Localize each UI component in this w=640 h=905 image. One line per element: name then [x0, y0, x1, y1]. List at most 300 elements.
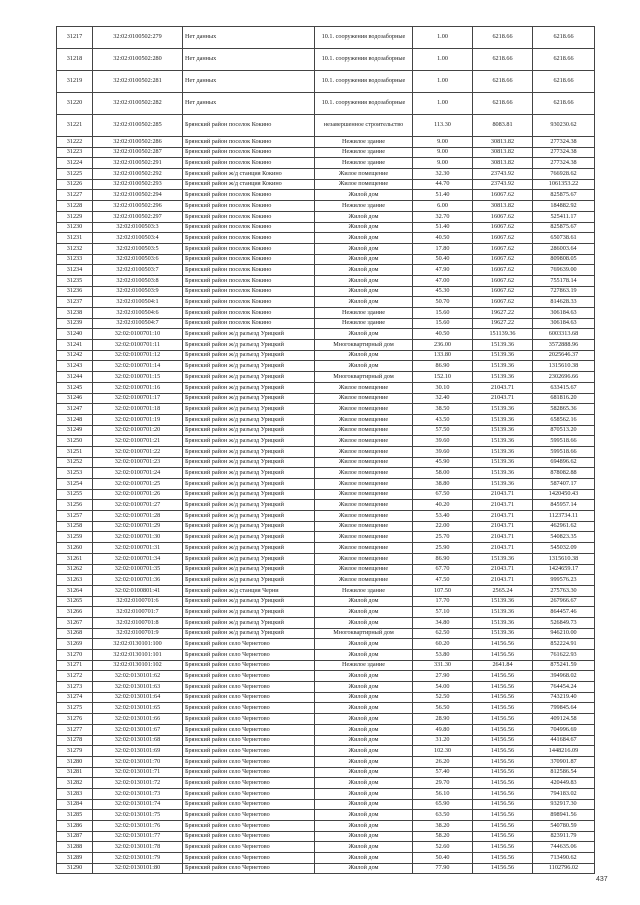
area-cell: 56.50 [413, 703, 473, 714]
object-type-cell: Нежилое здание [315, 585, 413, 596]
row-number-cell: 31221 [57, 115, 93, 137]
object-type-cell: Нежилое здание [315, 137, 413, 148]
table-row [57, 714, 595, 725]
cadastral-number-cell: 32:02:0100701:30 [93, 532, 183, 543]
address-cell: Брянский район ж/д разъезд Урицкий [183, 489, 315, 500]
area-cell: 54.00 [413, 682, 473, 693]
object-type-cell: Жилой дом [315, 703, 413, 714]
cadastral-value-cell: 394968.02 [533, 671, 595, 682]
address-cell: Брянский район село Чернетово [183, 746, 315, 757]
specific-value-cell: 15139.36 [473, 479, 533, 490]
object-type-cell: Жилой дом [315, 190, 413, 201]
object-type-cell: Жилое помещение [315, 457, 413, 468]
cadastral-value-cell: 814628.33 [533, 297, 595, 308]
row-number-cell: 31222 [57, 137, 93, 148]
address-cell: Брянский район ж/д разъезд Урицкий [183, 479, 315, 490]
object-type-cell: Жилое помещение [315, 414, 413, 425]
specific-value-cell: 21043.71 [473, 575, 533, 586]
table-row [57, 286, 595, 297]
table-row [57, 521, 595, 532]
cadastral-value-cell: 540823.35 [533, 532, 595, 543]
address-cell: Брянский район поселок Кокино [183, 286, 315, 297]
specific-value-cell: 15139.36 [473, 628, 533, 639]
cadastral-value-cell: 267966.67 [533, 596, 595, 607]
row-number-cell: 31267 [57, 617, 93, 628]
area-cell: 47.00 [413, 275, 473, 286]
row-number-cell: 31270 [57, 650, 93, 661]
row-number-cell: 31241 [57, 340, 93, 351]
object-type-cell: Жилой дом [315, 863, 413, 874]
cadastral-value-cell: 184882.92 [533, 201, 595, 212]
cadastral-number-cell: 32:02:0100502:291 [93, 158, 183, 169]
address-cell: Брянский район село Чернетово [183, 703, 315, 714]
cadastral-number-cell: 32:02:0130101:67 [93, 724, 183, 735]
specific-value-cell: 14156.56 [473, 799, 533, 810]
area-cell: 38.80 [413, 479, 473, 490]
cadastral-value-cell: 409124.58 [533, 714, 595, 725]
cadastral-value-cell: 852224.91 [533, 639, 595, 650]
specific-value-cell: 23743.92 [473, 179, 533, 190]
cadastral-value-cell: 870513.20 [533, 425, 595, 436]
cadastral-value-cell: 633415.67 [533, 382, 595, 393]
cadastral-number-cell: 32:02:0130101:71 [93, 767, 183, 778]
cadastral-value-cell: 845957.14 [533, 500, 595, 511]
address-cell: Брянский район село Чернетово [183, 639, 315, 650]
cadastral-value-cell: 864457.46 [533, 607, 595, 618]
cadastral-value-cell: 462961.62 [533, 521, 595, 532]
cadastral-value-cell: 713490.62 [533, 853, 595, 864]
row-number-cell: 31223 [57, 147, 93, 158]
area-cell: 43.50 [413, 414, 473, 425]
area-cell: 50.40 [413, 853, 473, 864]
row-number-cell: 31236 [57, 286, 93, 297]
address-cell: Брянский район поселок Кокино [183, 318, 315, 329]
row-number-cell: 31226 [57, 179, 93, 190]
object-type-cell: Жилой дом [315, 617, 413, 628]
area-cell: 58.20 [413, 831, 473, 842]
cadastral-number-cell: 32:02:0130101:70 [93, 756, 183, 767]
specific-value-cell: 15139.36 [473, 372, 533, 383]
row-number-cell: 31278 [57, 735, 93, 746]
object-type-cell: Жилой дом [315, 297, 413, 308]
object-type-cell: Жилой дом [315, 650, 413, 661]
specific-value-cell: 30813.82 [473, 137, 533, 148]
object-type-cell: Жилой дом [315, 329, 413, 340]
table-row [57, 543, 595, 554]
address-cell: Брянский район ж/д разъезд Урицкий [183, 500, 315, 511]
address-cell: Брянский район ж/д разъезд Урицкий [183, 340, 315, 351]
cadastral-value-cell: 2302696.66 [533, 372, 595, 383]
cadastral-number-cell: 32:02:0100701:26 [93, 489, 183, 500]
cadastral-value-cell: 277324.38 [533, 147, 595, 158]
cadastral-value-cell: 525411.17 [533, 211, 595, 222]
area-cell: 107.50 [413, 585, 473, 596]
cadastral-value-cell: 809808.05 [533, 254, 595, 265]
row-number-cell: 31289 [57, 853, 93, 864]
address-cell: Брянский район поселок Кокино [183, 137, 315, 148]
row-number-cell: 31263 [57, 575, 93, 586]
cadastral-number-cell: 32:02:0100502:279 [93, 27, 183, 49]
specific-value-cell: 16067.62 [473, 297, 533, 308]
object-type-cell: Жилой дом [315, 361, 413, 372]
table-row [57, 639, 595, 650]
row-number-cell: 31230 [57, 222, 93, 233]
cadastral-value-cell: 526849.73 [533, 617, 595, 628]
address-cell: Брянский район ж/д разъезд Урицкий [183, 511, 315, 522]
object-type-cell: 10.1. сооружения водозаборные [315, 71, 413, 93]
cadastral-number-cell: 32:02:0100701:31 [93, 543, 183, 554]
address-cell: Брянский район поселок Кокино [183, 147, 315, 158]
specific-value-cell: 16067.62 [473, 265, 533, 276]
cadastral-value-cell: 1102796.02 [533, 863, 595, 874]
row-number-cell: 31290 [57, 863, 93, 874]
specific-value-cell: 14156.56 [473, 788, 533, 799]
row-number-cell: 31253 [57, 468, 93, 479]
specific-value-cell: 16067.62 [473, 190, 533, 201]
table-row [57, 254, 595, 265]
area-cell: 32.40 [413, 393, 473, 404]
table-row [57, 671, 595, 682]
address-cell: Брянский район село Чернетово [183, 831, 315, 842]
area-cell: 31.20 [413, 735, 473, 746]
address-cell: Брянский район ж/д станция Кокино [183, 179, 315, 190]
area-cell: 9.00 [413, 147, 473, 158]
row-number-cell: 31218 [57, 49, 93, 71]
specific-value-cell: 6218.66 [473, 27, 533, 49]
area-cell: 9.00 [413, 137, 473, 148]
row-number-cell: 31261 [57, 553, 93, 564]
address-cell: Брянский район поселок Кокино [183, 243, 315, 254]
table-row [57, 735, 595, 746]
table-row [57, 746, 595, 757]
specific-value-cell: 16067.62 [473, 275, 533, 286]
table-row [57, 650, 595, 661]
row-number-cell: 31224 [57, 158, 93, 169]
cadastral-number-cell: 32:02:0100701:9 [93, 628, 183, 639]
cadastral-number-cell: 32:02:0130101:64 [93, 692, 183, 703]
address-cell: Брянский район ж/д разъезд Урицкий [183, 425, 315, 436]
object-type-cell: Жилое помещение [315, 446, 413, 457]
table-row [57, 617, 595, 628]
cadastral-value-cell: 794183.02 [533, 788, 595, 799]
address-cell: Брянский район село Чернетово [183, 778, 315, 789]
object-type-cell: Жилой дом [315, 810, 413, 821]
row-number-cell: 31275 [57, 703, 93, 714]
cadastral-number-cell: 32:02:0130101:80 [93, 863, 183, 874]
specific-value-cell: 14156.56 [473, 810, 533, 821]
area-cell: 28.90 [413, 714, 473, 725]
cadastral-number-cell: 32:02:0130101:62 [93, 671, 183, 682]
area-cell: 52.60 [413, 842, 473, 853]
address-cell: Брянский район село Чернетово [183, 660, 315, 671]
row-number-cell: 31283 [57, 788, 93, 799]
cadastral-number-cell: 32:02:0100701:24 [93, 468, 183, 479]
cadastral-number-cell: 32:02:0130101:63 [93, 682, 183, 693]
area-cell: 65.90 [413, 799, 473, 810]
cadastral-value-cell: 812586.54 [533, 767, 595, 778]
address-cell: Брянский район ж/д разъезд Урицкий [183, 382, 315, 393]
specific-value-cell: 8083.81 [473, 115, 533, 137]
cadastral-value-cell: 704996.69 [533, 724, 595, 735]
table-row [57, 233, 595, 244]
cadastral-value-cell: 599518.66 [533, 446, 595, 457]
object-type-cell: Нежилое здание [315, 318, 413, 329]
row-number-cell: 31250 [57, 436, 93, 447]
address-cell: Брянский район ж/д разъезд Урицкий [183, 468, 315, 479]
cadastral-value-cell: 650738.61 [533, 233, 595, 244]
address-cell: Брянский район поселок Кокино [183, 211, 315, 222]
area-cell: 38.50 [413, 404, 473, 415]
object-type-cell: Жилой дом [315, 350, 413, 361]
specific-value-cell: 14156.56 [473, 842, 533, 853]
object-type-cell: 10.1. сооружения водозаборные [315, 49, 413, 71]
address-cell: Брянский район ж/д разъезд Урицкий [183, 350, 315, 361]
object-type-cell: Жилое помещение [315, 500, 413, 511]
specific-value-cell: 19627.22 [473, 318, 533, 329]
specific-value-cell: 15139.36 [473, 596, 533, 607]
area-cell: 40.20 [413, 500, 473, 511]
table-row [57, 275, 595, 286]
row-number-cell: 31244 [57, 372, 93, 383]
address-cell: Брянский район ж/д разъезд Урицкий [183, 617, 315, 628]
table-row [57, 414, 595, 425]
table-row [57, 863, 595, 874]
specific-value-cell: 16067.62 [473, 211, 533, 222]
address-cell: Нет данных [183, 93, 315, 115]
cadastral-value-cell: 825875.67 [533, 190, 595, 201]
table-row [57, 147, 595, 158]
object-type-cell: Жилой дом [315, 756, 413, 767]
cadastral-number-cell: 32:02:0100504:1 [93, 297, 183, 308]
cadastral-number-cell: 32:02:0100502:285 [93, 115, 183, 137]
specific-value-cell: 14156.56 [473, 692, 533, 703]
cadastral-number-cell: 32:02:0100503:6 [93, 254, 183, 265]
table-row [57, 243, 595, 254]
specific-value-cell: 6218.66 [473, 49, 533, 71]
object-type-cell: Многоквартирный дом [315, 372, 413, 383]
area-cell: 77.90 [413, 863, 473, 874]
object-type-cell: Жилое помещение [315, 532, 413, 543]
address-cell: Брянский район село Чернетово [183, 842, 315, 853]
specific-value-cell: 6218.66 [473, 93, 533, 115]
table-row [57, 169, 595, 180]
cadastral-number-cell: 32:02:0100502:280 [93, 49, 183, 71]
table-row [57, 511, 595, 522]
specific-value-cell: 14156.56 [473, 671, 533, 682]
table-row [57, 585, 595, 596]
cadastral-number-cell: 32:02:0130101:78 [93, 842, 183, 853]
object-type-cell: Жилой дом [315, 243, 413, 254]
cadastral-value-cell: 370901.87 [533, 756, 595, 767]
table-row [57, 340, 595, 351]
specific-value-cell: 21043.71 [473, 521, 533, 532]
table-row [57, 575, 595, 586]
area-cell: 45.90 [413, 457, 473, 468]
cadastral-number-cell: 32:02:0100701:11 [93, 340, 183, 351]
table-row [57, 27, 595, 49]
row-number-cell: 31240 [57, 329, 93, 340]
cadastral-value-cell: 1424659.17 [533, 564, 595, 575]
cadastral-number-cell: 32:02:0130101:79 [93, 853, 183, 864]
object-type-cell: Жилое помещение [315, 479, 413, 490]
area-cell: 50.70 [413, 297, 473, 308]
specific-value-cell: 21043.71 [473, 532, 533, 543]
address-cell: Брянский район ж/д разъезд Урицкий [183, 457, 315, 468]
object-type-cell: 10.1. сооружения водозаборные [315, 27, 413, 49]
area-cell: 49.80 [413, 724, 473, 735]
table-row [57, 703, 595, 714]
address-cell: Брянский район село Чернетово [183, 692, 315, 703]
specific-value-cell: 21043.71 [473, 489, 533, 500]
table-row [57, 500, 595, 511]
specific-value-cell: 14156.56 [473, 735, 533, 746]
row-number-cell: 31239 [57, 318, 93, 329]
object-type-cell: Нежилое здание [315, 308, 413, 319]
specific-value-cell: 16067.62 [473, 243, 533, 254]
cadastral-value-cell: 898941.56 [533, 810, 595, 821]
cadastral-value-cell: 1448216.09 [533, 746, 595, 757]
object-type-cell: Нежилое здание [315, 660, 413, 671]
cadastral-value-cell: 823911.79 [533, 831, 595, 842]
cadastral-value-cell: 277324.38 [533, 137, 595, 148]
row-number-cell: 31242 [57, 350, 93, 361]
object-type-cell: незавершенное строительство [315, 115, 413, 137]
specific-value-cell: 14156.56 [473, 714, 533, 725]
cadastral-value-cell: 878082.88 [533, 468, 595, 479]
specific-value-cell: 21043.71 [473, 564, 533, 575]
area-cell: 39.60 [413, 446, 473, 457]
area-cell: 15.60 [413, 308, 473, 319]
cadastral-number-cell: 32:02:0100701:21 [93, 436, 183, 447]
area-cell: 53.80 [413, 650, 473, 661]
object-type-cell: Жилой дом [315, 222, 413, 233]
object-type-cell: Жилой дом [315, 233, 413, 244]
specific-value-cell: 15139.36 [473, 607, 533, 618]
object-type-cell: Жилое помещение [315, 393, 413, 404]
address-cell: Брянский район поселок Кокино [183, 190, 315, 201]
row-number-cell: 31272 [57, 671, 93, 682]
cadastral-number-cell: 32:02:0100502:292 [93, 169, 183, 180]
table-row [57, 489, 595, 500]
address-cell: Брянский район село Чернетово [183, 724, 315, 735]
table-row [57, 222, 595, 233]
address-cell: Брянский район поселок Кокино [183, 254, 315, 265]
area-cell: 62.50 [413, 628, 473, 639]
specific-value-cell: 16067.62 [473, 233, 533, 244]
cadastral-number-cell: 32:02:0100701:28 [93, 511, 183, 522]
row-number-cell: 31220 [57, 93, 93, 115]
object-type-cell: Жилое помещение [315, 468, 413, 479]
specific-value-cell: 14156.56 [473, 821, 533, 832]
address-cell: Брянский район ж/д разъезд Урицкий [183, 521, 315, 532]
specific-value-cell: 23743.92 [473, 169, 533, 180]
area-cell: 58.00 [413, 468, 473, 479]
table-row [57, 318, 595, 329]
row-number-cell: 31271 [57, 660, 93, 671]
address-cell: Брянский район поселок Кокино [183, 115, 315, 137]
area-cell: 27.90 [413, 671, 473, 682]
specific-value-cell: 15139.36 [473, 340, 533, 351]
object-type-cell: Нежилое здание [315, 201, 413, 212]
cadastral-value-cell: 999576.23 [533, 575, 595, 586]
object-type-cell: Жилой дом [315, 842, 413, 853]
object-type-cell: Жилой дом [315, 853, 413, 864]
address-cell: Брянский район поселок Кокино [183, 275, 315, 286]
table-row [57, 93, 595, 115]
area-cell: 38.20 [413, 821, 473, 832]
cadastral-value-cell: 286003.64 [533, 243, 595, 254]
row-number-cell: 31259 [57, 532, 93, 543]
specific-value-cell: 6218.66 [473, 71, 533, 93]
cadastral-number-cell: 32:02:0100701:35 [93, 564, 183, 575]
table-row [57, 724, 595, 735]
specific-value-cell: 15139.36 [473, 457, 533, 468]
cadastral-number-cell: 32:02:0130101:68 [93, 735, 183, 746]
area-cell: 51.40 [413, 222, 473, 233]
address-cell: Брянский район ж/д разъезд Урицкий [183, 372, 315, 383]
specific-value-cell: 16067.62 [473, 286, 533, 297]
cadastral-value-cell: 769639.00 [533, 265, 595, 276]
object-type-cell: Жилой дом [315, 735, 413, 746]
cadastral-value-cell: 587407.17 [533, 479, 595, 490]
cadastral-value-cell: 6218.66 [533, 27, 595, 49]
area-cell: 56.10 [413, 788, 473, 799]
table-row [57, 179, 595, 190]
cadastral-value-cell: 599518.66 [533, 436, 595, 447]
cadastral-value-cell: 6218.66 [533, 93, 595, 115]
area-cell: 47.90 [413, 265, 473, 276]
area-cell: 86.90 [413, 361, 473, 372]
row-number-cell: 31256 [57, 500, 93, 511]
table-row [57, 382, 595, 393]
area-cell: 51.40 [413, 190, 473, 201]
address-cell: Брянский район ж/д станция Кокино [183, 169, 315, 180]
area-cell: 6.00 [413, 201, 473, 212]
cadastral-number-cell: 32:02:0100502:296 [93, 201, 183, 212]
cadastral-number-cell: 32:02:0130101:73 [93, 788, 183, 799]
specific-value-cell: 30813.82 [473, 158, 533, 169]
cadastral-number-cell: 32:02:0100701:17 [93, 393, 183, 404]
cadastral-value-cell: 441684.67 [533, 735, 595, 746]
cadastral-value-cell: 658562.16 [533, 414, 595, 425]
area-cell: 30.10 [413, 382, 473, 393]
row-number-cell: 31233 [57, 254, 93, 265]
row-number-cell: 31249 [57, 425, 93, 436]
cadastral-number-cell: 32:02:0130101:77 [93, 831, 183, 842]
area-cell: 26.20 [413, 756, 473, 767]
cadastral-number-cell: 32:02:0100701:8 [93, 617, 183, 628]
area-cell: 57.40 [413, 767, 473, 778]
area-cell: 9.00 [413, 158, 473, 169]
area-cell: 44.70 [413, 179, 473, 190]
address-cell: Брянский район ж/д разъезд Урицкий [183, 404, 315, 415]
specific-value-cell: 16067.62 [473, 254, 533, 265]
address-cell: Брянский район ж/д разъезд Урицкий [183, 414, 315, 425]
row-number-cell: 31254 [57, 479, 93, 490]
cadastral-value-cell: 755178.14 [533, 275, 595, 286]
address-cell: Нет данных [183, 71, 315, 93]
cadastral-number-cell: 32:02:0100701:25 [93, 479, 183, 490]
row-number-cell: 31284 [57, 799, 93, 810]
address-cell: Брянский район ж/д разъезд Урицкий [183, 329, 315, 340]
address-cell: Брянский район ж/д разъезд Урицкий [183, 575, 315, 586]
object-type-cell: Жилой дом [315, 778, 413, 789]
object-type-cell: Жилой дом [315, 639, 413, 650]
row-number-cell: 31279 [57, 746, 93, 757]
cadastral-number-cell: 32:02:0100701:29 [93, 521, 183, 532]
area-cell: 57.50 [413, 425, 473, 436]
table-row [57, 799, 595, 810]
